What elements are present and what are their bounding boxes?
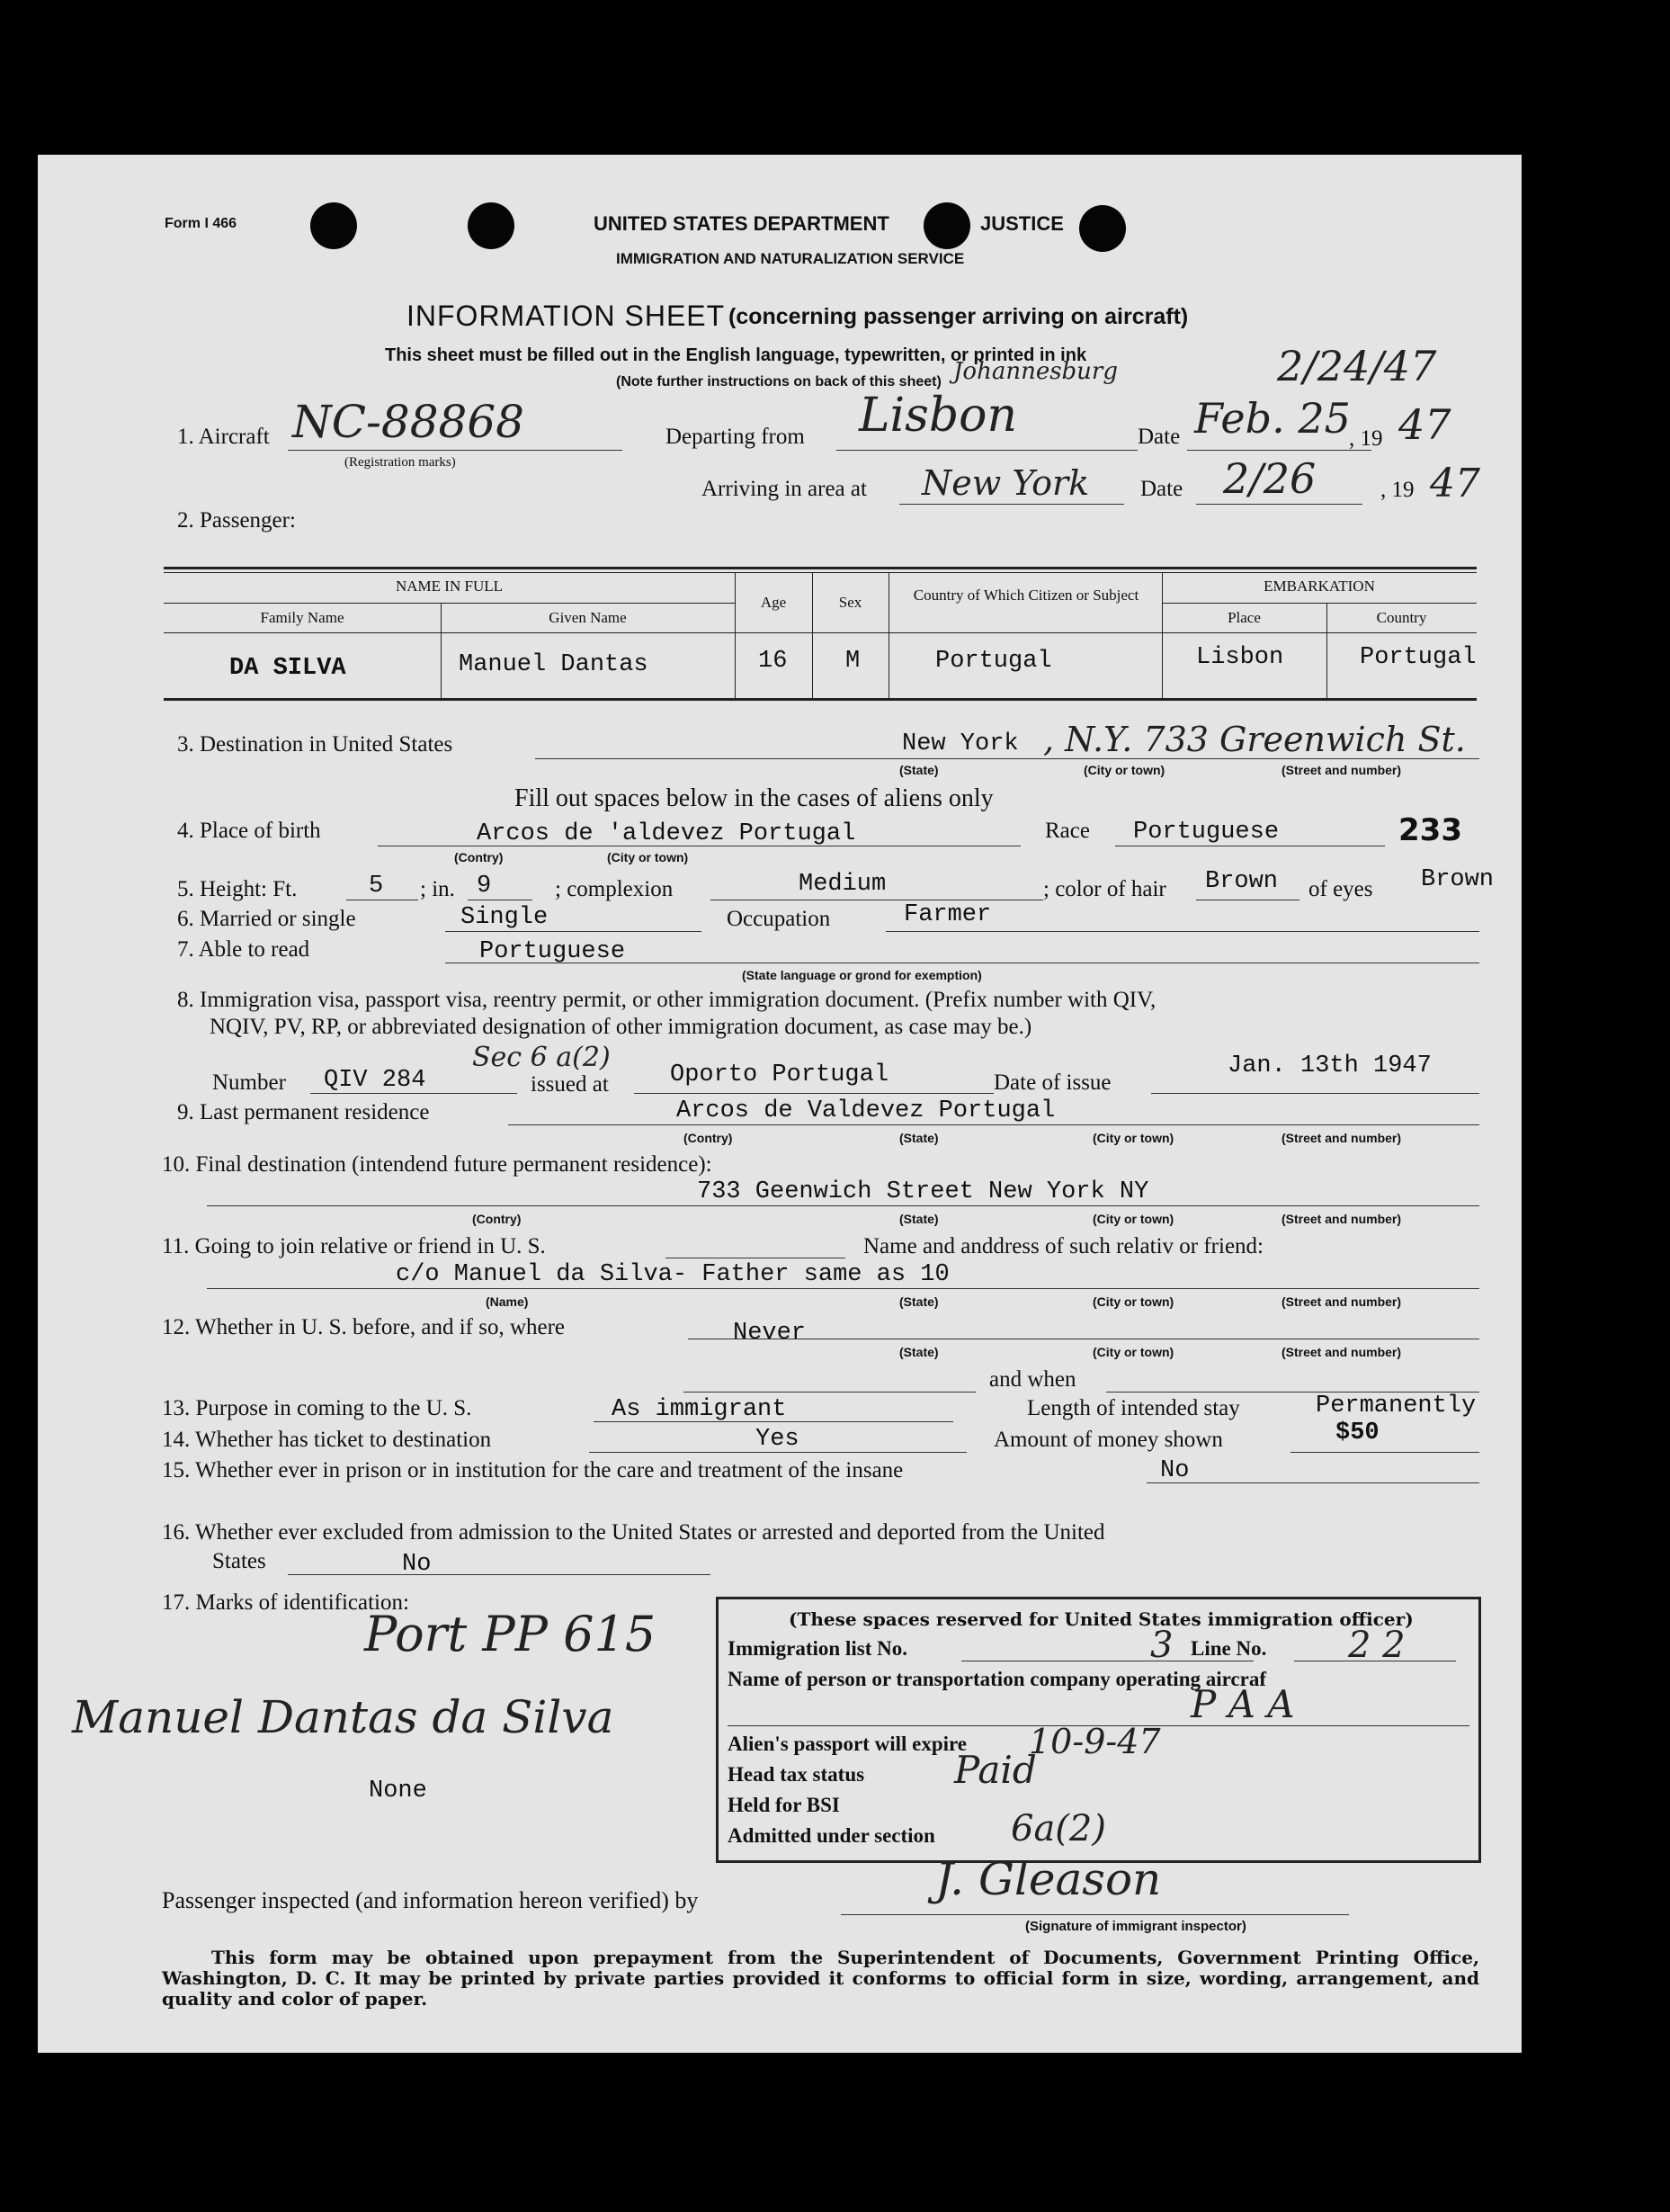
race-code: 233 (1398, 812, 1462, 848)
departing-label: Departing from (665, 425, 805, 449)
caption-city-4: (City or town) (607, 850, 689, 864)
married-label: 6. Married or single (177, 907, 356, 931)
aircraft-caption: (Registration marks) (344, 455, 456, 470)
number-value: QIV 284 (324, 1067, 426, 1094)
tax-label: Head tax status (728, 1763, 865, 1786)
caption-state-9: (State) (899, 1131, 939, 1145)
occupation-label: Occupation (727, 907, 831, 931)
header-name-in-full: NAME IN FULL (396, 578, 503, 595)
officer-box-title: (These spaces reserved for United States immigration officer) (789, 1608, 1414, 1630)
punch-hole-1 (310, 202, 357, 249)
married-value: Single (460, 904, 549, 931)
read-value: Portuguese (479, 938, 626, 965)
excluded-label-line2: States (212, 1549, 266, 1573)
header-embarkation: EMBARKATION (1264, 578, 1375, 595)
complexion-label: ; complexion (555, 877, 674, 901)
marks-handwritten: Port PP 615 (364, 1606, 656, 1662)
before-value: Never (733, 1320, 807, 1347)
destination-label: 3. Destination in United States (177, 732, 453, 757)
company-value: P A A (1191, 1682, 1295, 1726)
final-label: 10. Final destination (intendend future permanent residence): (162, 1152, 712, 1177)
when-label: and when (989, 1367, 1076, 1392)
caption-city-10: (City or town) (1093, 1212, 1174, 1226)
caption-city-12: (City or town) (1093, 1345, 1174, 1359)
instruction-note: (Note further instructions on back of this sheet) (616, 374, 942, 390)
list-label: Immigration list No. (728, 1637, 907, 1660)
page-subtitle: (concerning passenger arriving on aircraft) (728, 304, 1189, 329)
prison-value: No (1160, 1457, 1190, 1484)
before-label: 12. Whether in U. S. before, and if so, where (162, 1315, 566, 1339)
punch-hole-3 (924, 202, 970, 249)
join-value: c/o Manuel da Silva- Father same as 10 (396, 1261, 950, 1288)
visa-label-line2: NQIV, PV, RP, or abbreviated designation of other immigration document, as case may be.) (210, 1015, 1032, 1039)
eyes-label: of eyes (1308, 877, 1373, 901)
arriving-label: Arriving in area at (701, 477, 867, 501)
inspected-label: Passenger inspected (and information hereon verified) by (162, 1887, 699, 1913)
read-label: 7. Able to read (177, 937, 310, 962)
join-label: 11. Going to join relative or friend in U. S. (162, 1234, 546, 1258)
race-label: Race (1045, 819, 1090, 843)
complexion-value: Medium (799, 871, 887, 898)
purpose-label: 13. Purpose in coming to the U. S. (162, 1396, 472, 1420)
age-value: 16 (758, 648, 788, 675)
eyes-value: Brown (1421, 866, 1495, 893)
height-label: 5. Height: Ft. (177, 877, 298, 901)
number-handwritten: Sec 6 a(2) (472, 1042, 611, 1073)
excluded-label-line1: 16. Whether ever excluded from admission to the United States or arrested and deported from the United (162, 1520, 1105, 1545)
annotation-city: Johannesburg (953, 358, 1119, 385)
citizen-value: Portugal (935, 648, 1052, 675)
caption-city-3: (City or town) (1084, 763, 1165, 777)
height-in: 9 (477, 873, 492, 900)
line-label: Line No. (1191, 1637, 1267, 1660)
race-value: Portuguese (1133, 819, 1280, 846)
punch-hole-4 (1079, 205, 1126, 252)
instruction: This sheet must be filled out in the English language, typewritten, or printed in ink (385, 345, 1087, 365)
caption-city-9: (City or town) (1093, 1131, 1174, 1145)
bsi-label: Held for BSI (728, 1794, 840, 1816)
arriving-year: 47 (1430, 461, 1480, 506)
family-name-value: DA SILVA (229, 655, 346, 682)
caption-street-3: (Street and number) (1282, 763, 1402, 777)
header-citizen: Country of Which Citizen or Subject (913, 587, 1139, 604)
issued-label: issued at (531, 1072, 609, 1097)
arriving-date: 2/26 (1223, 454, 1317, 503)
inspector-caption: (Signature of immigrant inspector) (1025, 1919, 1246, 1934)
destination-value: New York (902, 730, 1019, 757)
header-given-name: Given Name (549, 609, 627, 626)
caption-state-3: (State) (899, 763, 939, 777)
page-title: INFORMATION SHEET (406, 300, 726, 332)
embark-place-value: Lisbon (1196, 644, 1284, 671)
birth-label: 4. Place of birth (177, 819, 321, 843)
arriving-date-label: Date (1140, 477, 1183, 501)
marks-label: 17. Marks of identification: (162, 1590, 409, 1615)
caption-state-10: (State) (899, 1212, 939, 1226)
header-family-name: Family Name (260, 609, 344, 626)
list-value: 3 (1150, 1625, 1174, 1666)
arriving-value: New York (922, 463, 1090, 503)
header-place: Place (1228, 609, 1261, 626)
caption-country-10: (Contry) (472, 1212, 522, 1226)
hair-label: ; color of hair (1043, 877, 1166, 901)
hair-value: Brown (1205, 868, 1279, 895)
inspector-signature: J. Gleason (935, 1853, 1162, 1905)
caption-country-9: (Contry) (683, 1131, 733, 1145)
excluded-value: No (402, 1551, 432, 1578)
caption-street-12: (Street and number) (1282, 1345, 1402, 1359)
join-name-label: Name and anddress of such relativ or friend: (863, 1234, 1264, 1258)
department-name-tail: JUSTICE (980, 212, 1064, 235)
number-label: Number (212, 1070, 286, 1095)
departing-value: Lisbon (859, 389, 1017, 443)
department-name: UNITED STATES DEPARTMENT (594, 212, 889, 235)
height-in-label: ; in. (420, 877, 455, 901)
prison-label: 15. Whether ever in prison or in institution for the care and treatment of the insane (162, 1458, 904, 1482)
footer-notice: This form may be obtained upon prepayment from the Superintendent of Documents, Government Printing Office, Washington, D. C. It may be printed by private parties provided it conforms to official form in size, wording, arrangement, and quality and color of paper. (162, 1947, 1479, 2010)
read-caption: (State language or grond for exemption) (742, 968, 982, 982)
caption-street-11: (Street and number) (1282, 1294, 1402, 1309)
header-age: Age (760, 594, 787, 611)
departing-year-prefix: , 19 (1349, 426, 1383, 451)
passport-label: Alien's passport will expire (728, 1733, 968, 1755)
section-value: 6a(2) (1011, 1808, 1106, 1849)
caption-street-9: (Street and number) (1282, 1131, 1402, 1145)
line-value: 2 2 (1348, 1625, 1406, 1666)
annotation-date: 2/24/47 (1277, 342, 1437, 390)
passenger-label: 2. Passenger: (177, 508, 296, 533)
ticket-value: Yes (755, 1426, 799, 1453)
aircraft-label: 1. Aircraft (177, 425, 270, 449)
visa-label-line1: 8. Immigration visa, passport visa, reentry permit, or other immigration document. (Prefix number with QIV, (177, 988, 1156, 1012)
caption-state-12: (State) (899, 1345, 939, 1359)
final-value: 733 Geenwich Street New York NY (697, 1178, 1149, 1205)
aircraft-value: NC-88868 (292, 396, 524, 448)
money-value: $50 (1335, 1419, 1380, 1446)
last-res-label: 9. Last permanent residence (177, 1100, 430, 1124)
caption-state-11: (State) (899, 1294, 939, 1309)
passport-value: 10-9-47 (1029, 1722, 1161, 1761)
ticket-label: 14. Whether has ticket to destination (162, 1428, 492, 1452)
money-label: Amount of money shown (994, 1428, 1223, 1452)
caption-city-11: (City or town) (1093, 1294, 1174, 1309)
embark-country-value: Portugal (1360, 644, 1477, 671)
service-name: IMMIGRATION AND NATURALIZATION SERVICE (616, 250, 965, 267)
tax-value: Paid (954, 1748, 1037, 1792)
occupation-value: Farmer (904, 901, 992, 928)
height-ft: 5 (369, 873, 384, 900)
destination-handwritten: , N.Y. 733 Greenwich St. (1043, 720, 1466, 759)
departing-year: 47 (1398, 400, 1451, 449)
departing-date: Feb. 25 (1194, 394, 1351, 443)
punch-hole-2 (468, 202, 514, 249)
caption-street-10: (Street and number) (1282, 1212, 1402, 1226)
header-sex: Sex (838, 594, 862, 611)
date-label: Date (1138, 425, 1181, 449)
given-name-value: Manuel Dantas (459, 651, 648, 678)
last-res-value: Arcos de Valdevez Portugal (676, 1097, 1056, 1124)
sex-value: M (845, 648, 861, 675)
issue-date-label: Date of issue (994, 1070, 1112, 1095)
issue-date-value: Jan. 13th 1947 (1228, 1052, 1432, 1079)
stay-label: Length of intended stay (1027, 1396, 1240, 1420)
purpose-value: As immigrant (612, 1396, 787, 1423)
issued-value: Oporto Portugal (670, 1061, 889, 1088)
form-number: Form I 466 (165, 216, 237, 231)
birth-value: Arcos de 'aldevez Portugal (477, 820, 856, 847)
passenger-signature: Manuel Dantas da Silva (72, 1691, 614, 1743)
marks-value: None (369, 1778, 427, 1805)
company-label: Name of person or transportation company operating aircraf (728, 1668, 1266, 1690)
section-label: Admitted under section (728, 1824, 935, 1847)
officer-box (716, 1597, 1481, 1863)
arriving-year-prefix: , 19 (1380, 478, 1415, 502)
stay-value: Permanently (1316, 1393, 1477, 1419)
caption-name-11: (Name) (486, 1294, 529, 1309)
caption-country-4: (Contry) (454, 850, 504, 864)
aliens-only-note: Fill out spaces below in the cases of aliens only (514, 784, 994, 812)
header-country: Country (1376, 609, 1427, 626)
